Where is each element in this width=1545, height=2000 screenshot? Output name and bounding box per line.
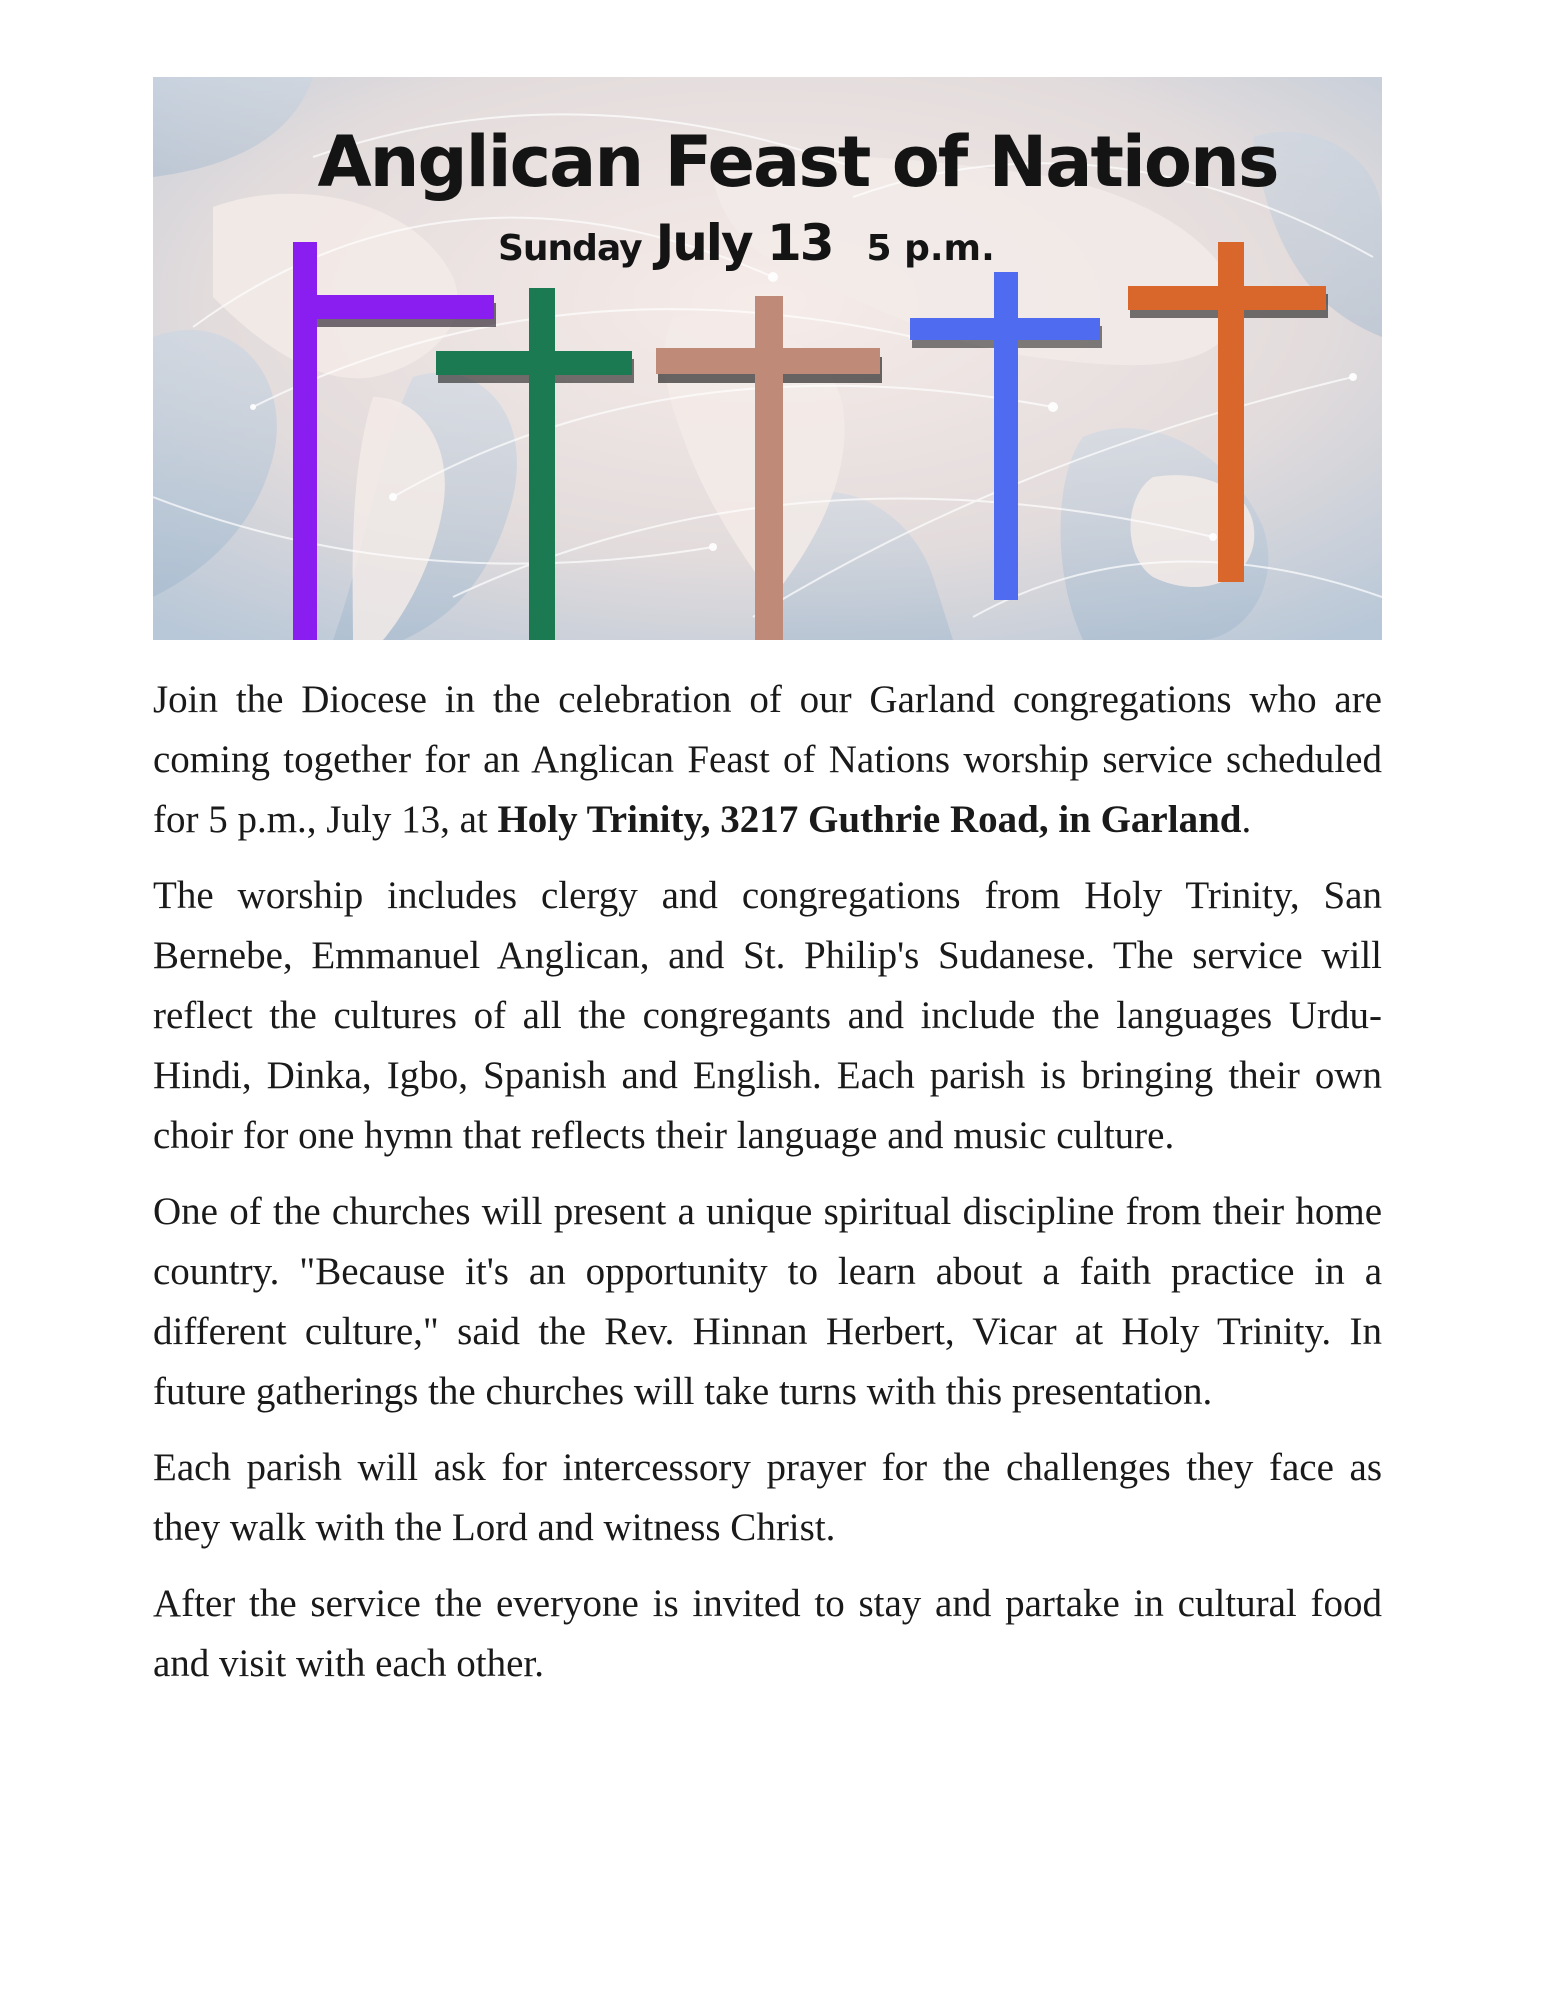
event-location: Holy Trinity, 3217 Guthrie Road, in Garland	[497, 798, 1242, 841]
banner-title: Anglican Feast of Nations	[317, 121, 1278, 203]
paragraph-1: Join the Diocese in the celebration of our Garland congregations who are coming together for an Anglican Feast of Nations worship service scheduled for 5 p.m., July 13, at Holy Trinity, 3217 Guthrie Road, in Garland.	[153, 678, 1382, 841]
paragraph-3: One of the churches will present a unique spiritual discipline from their home country. "Because it's an opportunity to learn about a faith practice in a different culture," said the Rev. Hinnan Herbert, Vicar at Holy Trinity. In future gatherings the churches will take turns with this presentation.	[153, 1190, 1382, 1413]
document-page	[153, 77, 1382, 1710]
banner-day: Sunday	[498, 228, 642, 269]
banner-date: July 13	[655, 214, 833, 272]
banner-date-line	[498, 214, 995, 272]
paragraph-2: The worship includes clergy and congregations from Holy Trinity, San Bernebe, Emmanuel Anglican, and St. Philip's Sudanese. The service will reflect the cultures of all the congregants and include the languages Urdu-Hindi, Dinka, Igbo, Spanish and English. Each parish is bringing their own choir for one hymn that reflects their language and music culture.	[153, 874, 1382, 1157]
article-body	[153, 670, 1382, 1694]
paragraph-5: After the service the everyone is invited to stay and partake in cultural food and visit with each other.	[153, 1582, 1382, 1685]
banner-time: 5 p.m.	[866, 228, 995, 269]
event-banner	[153, 77, 1382, 640]
paragraph-4: Each parish will ask for intercessory prayer for the challenges they face as they walk with the Lord and witness Christ.	[153, 1446, 1382, 1549]
